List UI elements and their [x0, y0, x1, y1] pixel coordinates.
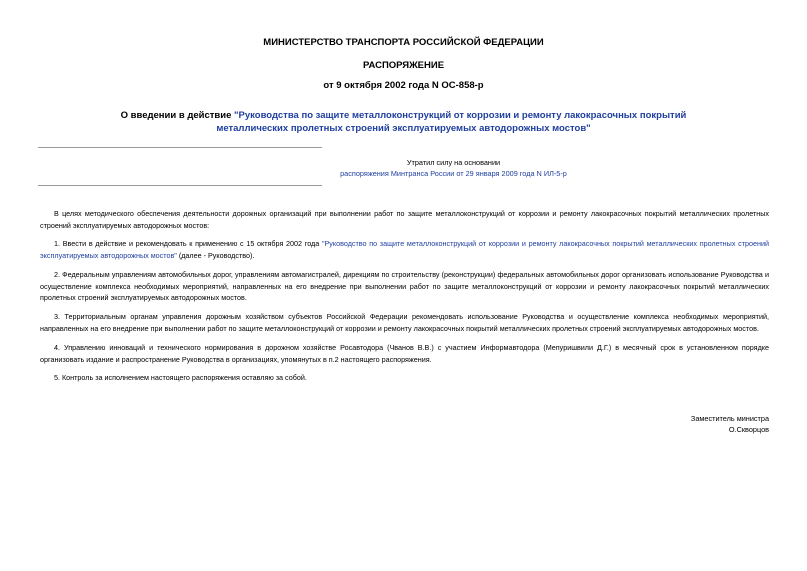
paragraph-4: 4. Управлению инноваций и технического нормирования в дорожном хозяйстве Росавтодора (Чванов В.В.) с участием Информавтодора (Мепуришвили Д.Г.) в месячный срок в установленном порядке организовать издание и распространение Руководства в организациях, упомянутых в п.2 настоящего распоряжения. — [40, 343, 769, 364]
signature-name: О.Скворцов — [728, 425, 769, 434]
divider-top — [38, 147, 322, 148]
paragraph-2: 2. Федеральным управлениям автомобильных дорог, управлениям автомагистралей, дирекциям по строительству (реконструкции) федеральных автомобильных дорог организовать использование Руководства и осуществление комплекса необходимых мероприятий, направленных на его внедрение при выполнении работ по защите металлоконструкций от коррозии и ремонту лакокрасочных покрытий металлических пролетных строений эксплуатируемых автодорожных мостов. — [40, 270, 769, 302]
signature-position: Заместитель министра — [690, 414, 769, 423]
subject-prefix: О введении в действие — [120, 110, 235, 121]
document-type: РАСПОРЯЖЕНИЕ — [362, 60, 445, 71]
paragraph-1-text: 1. Ввести в действие и рекомендовать к применению с 15 октября 2002 года — [54, 239, 322, 248]
revoked-note: Утратил силу на основании — [406, 158, 501, 167]
paragraph-3: 3. Территориальным органам управления дорожным хозяйством субъектов Российской Федерации рекомендовать использование Руководства и осуществление комплекса необходимых мероприятий, направленных на его внедрение при выполнении работ по защите металлоконструкций от коррозии и ремонту лакокрасочных покрытий металлических пролетных строений эксплуатируемых автодорожных мостов. — [40, 312, 769, 333]
paragraph-5: 5. Контроль за исполнением настоящего распоряжения оставляю за собой. — [54, 373, 307, 382]
paragraph-1 — [40, 238, 769, 261]
paragraph-preamble: В целях методического обеспечения деятельности дорожных организаций при выполнении работ по защите металлоконструкций от коррозии и ремонту лакокрасочных покрытий металлических пролетных строений эксплуатируемых автодорожных мостов: — [40, 209, 769, 230]
divider-bottom — [38, 185, 322, 186]
paragraph-1-link[interactable]: "Руководство по защите металлоконструкций от коррозии и ремонту лакокрасочных покрытий металлических пролетных строений эксплуатируемых автодорожных мостов" — [40, 239, 769, 260]
ministry-title: МИНИСТЕРСТВО ТРАНСПОРТА РОССИЙСКОЙ ФЕДЕРАЦИИ — [263, 37, 544, 48]
paragraph-1-tail: (далее - Руководство). — [176, 250, 255, 260]
revoked-link[interactable]: распоряжения Минтранса России от 29 января 2009 года N ИЛ-5-р — [340, 169, 567, 178]
document-date-number: от 9 октября 2002 года N ОС-858-р — [323, 80, 484, 91]
subject-link[interactable]: "Руководства по защите металлоконструкций от коррозии и ремонту лакокрасочных покрытий металлических пролетных строений эксплуатируемых автодорожных мостов" — [216, 110, 687, 134]
document-subject — [90, 109, 717, 135]
